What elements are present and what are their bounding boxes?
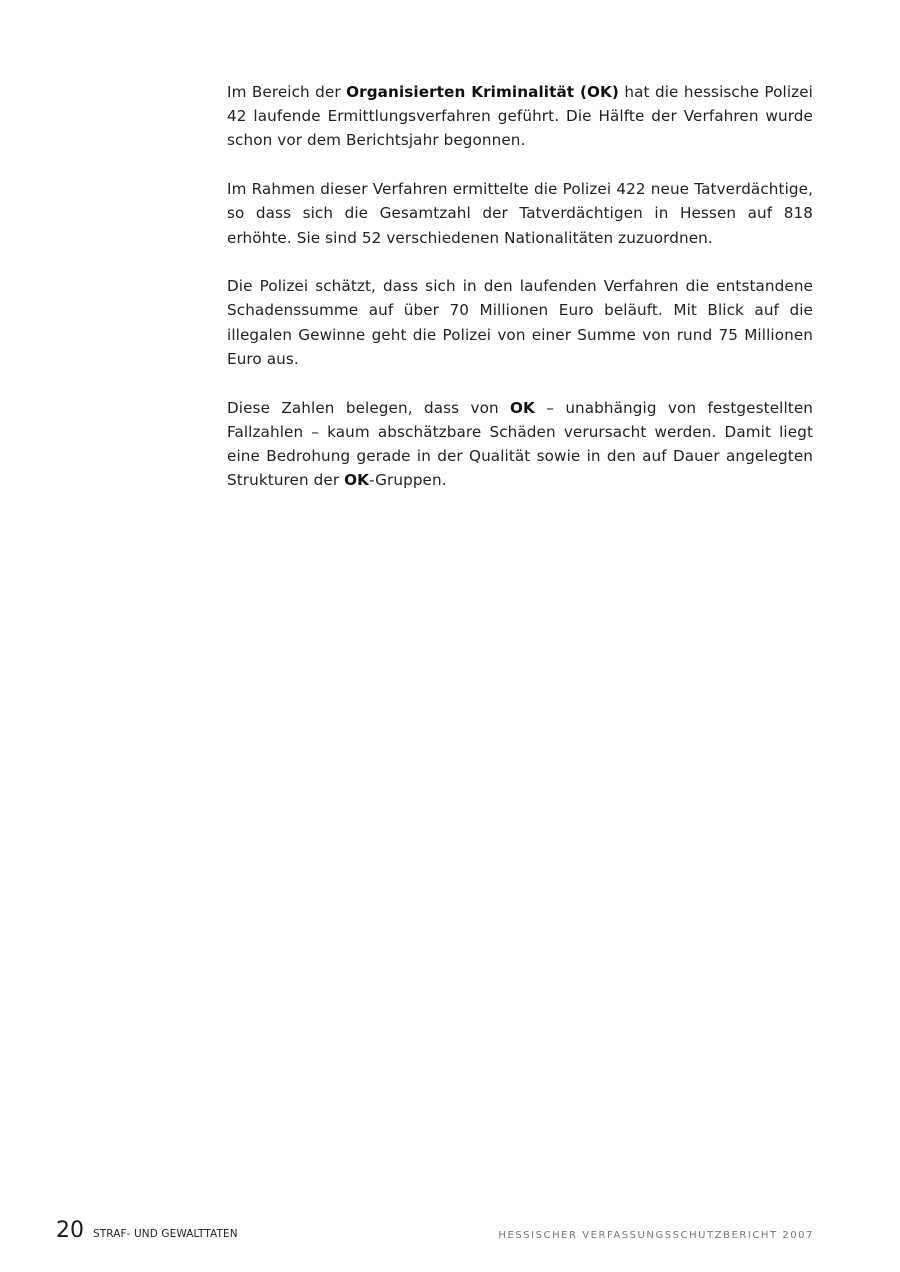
paragraph-damage-sum: Die Polizei schätzt, dass sich in den laufenden Verfahren die entstandene Schadenssumme auf über 70 Millionen Euro beläuft. Mit Blick auf die illegalen Gewinne geht die Polizei von einer Summe von rund 75 Millionen Euro aus. (227, 277, 813, 368)
footer-left (56, 1218, 238, 1243)
bold-term: Organisierten Kriminalität (OK) (346, 83, 619, 101)
main-text (227, 80, 813, 517)
paragraph-suspects: Im Rahmen dieser Verfahren ermittelte die Polizei 422 neue Tatverdächtige, so dass sich die Gesamtzahl der Tatverdächtigen in Hessen auf 818 erhöhte. Sie sind 52 verschiedenen Nationalitäten zuzuordnen. (227, 180, 813, 247)
page-number: 20 (56, 1218, 84, 1243)
report-title: HESSISCHER VERFASSUNGSSCHUTZBERICHT 2007 (498, 1230, 814, 1241)
bold-term: OK (344, 471, 369, 490)
bold-term: OK (510, 398, 535, 417)
section-title: STRAF- UND GEWALTTATEN (93, 1228, 238, 1240)
paragraph-threat-assessment: Diese Zahlen belegen, dass von OK – unabhängig von festgestellten Fallzahlen – kaum abschätzbare Schäden verursacht werden. Damit liegt eine Bedrohung gerade in der Qualität sowie in den auf Dauer angelegten Strukturen der OK-Gruppen. (227, 398, 813, 490)
paragraph-ok-investigations: Im Bereich der Organisierten Kriminalität (OK) hat die hessische Polizei 42 laufende Ermittlungsverfahren geführt. Die Hälfte der Verfahren wurde schon vor dem Berichtsjahr begonnen. (227, 83, 813, 150)
